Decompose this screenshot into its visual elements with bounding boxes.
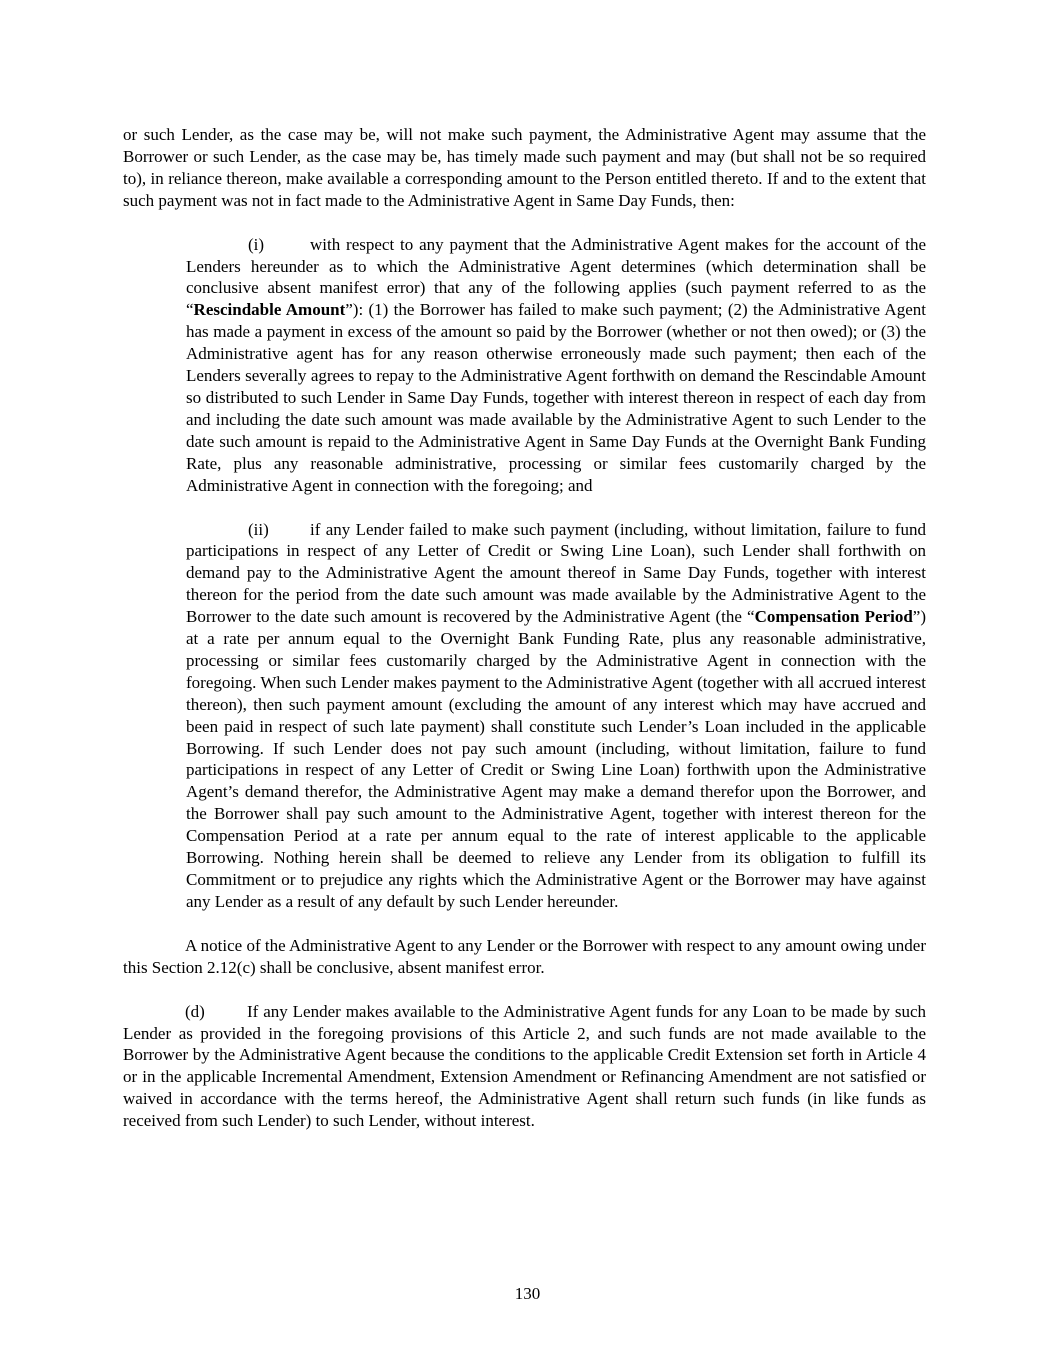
clause-d-number: (d) bbox=[185, 1001, 205, 1021]
clause-d-text: If any Lender makes available to the Administrative Agent funds for any Loan to be made by such Lender as provided in the foregoing provisions of this Article 2, and such funds are not made available to the Borrower by the Administrative Agent because the conditions to the applicable Credit Extension set forth in Article 4 or in the applicable Incremental Amendment, Extension Amendment or Refinancing Amendment are not satisfied or waived in accordance with the terms hereof, the Administrative Agent shall return such funds (in like funds as received from such Lender) to such Lender, without interest. bbox=[123, 1001, 926, 1131]
page-number: 130 bbox=[514, 1284, 541, 1303]
clause-ii-number: (ii) bbox=[248, 519, 269, 539]
clause-i-number: (i) bbox=[248, 234, 265, 254]
notice-paragraph: A notice of the Administrative Agent to any Lender or the Borrower with respect to any amount owing under this Section 2.12(c) shall be conclusive, absent manifest error. bbox=[123, 935, 926, 977]
document-page bbox=[123, 124, 926, 1132]
defined-term-rescindable-amount: Rescindable Amount bbox=[193, 300, 346, 320]
clause-i-text-after: ”): (1) the Borrower has failed to make such payment; (2) the Administrative Agent has made a payment in excess of the amount so paid by the Borrower (whether or not then owed); or (3) the Administrative agent has for any reason otherwise erroneously made such payment; then each of the Lenders severally agrees to repay to the Administrative Agent forthwith on demand the Rescindable Amount so distributed to such Lender in Same Day Funds, together with interest thereon in respect of each day from and including the date such amount was made available by the Administrative Agent to such Lender to the date such amount is repaid to the Administrative Agent in Same Day Funds at the Overnight Bank Funding Rate, plus any reasonable administrative, processing or similar fees customarily charged by the Administrative Agent in connection with the foregoing; and bbox=[186, 300, 926, 495]
clause-d-paragraph bbox=[123, 1001, 926, 1132]
clause-i-text-before: with respect to any payment that the Administrative Agent makes for the account of the Lenders hereunder as to which the Administrative Agent determines (which determination shall be conclusive absent manifest error) that any of the following applies (such payment referred to as the “ bbox=[186, 234, 926, 320]
clause-ii bbox=[186, 519, 926, 913]
intro-paragraph: or such Lender, as the case may be, will not make such payment, the Administrative Agent may assume that the Borrower or such Lender, as the case may be, has timely made such payment and may (but shall not be so required to), in reliance thereon, make available a corresponding amount to the Person entitled thereto. If and to the extent that such payment was not in fact made to the Administrative Agent in Same Day Funds, then: bbox=[123, 125, 926, 210]
clause-ii-text-before: if any Lender failed to make such payment (including, without limitation, failure to fund participations in respect of any Letter of Credit or Swing Line Loan), such Lender shall forthwith on demand pay to the Administrative Agent the amount thereof in Same Day Funds, together with interest thereon for the period from the date such amount was made available by the Administrative Agent to the Borrower to the date such amount is recovered by the Administrative Agent (the “ bbox=[186, 519, 926, 627]
clause-i bbox=[186, 234, 926, 497]
clause-ii-text-after: ”) at a rate per annum equal to the Overnight Bank Funding Rate, plus any reasonable administrative, processing or similar fees customarily charged by the Administrative Agent in connection with the foregoing. When such Lender makes payment to the Administrative Agent (together with all accrued interest thereon), then such payment amount (excluding the amount of any interest which may have accrued and been paid in respect of such late payment) shall constitute such Lender’s Loan included in the applicable Borrowing. If such Lender does not pay such amount (including, without limitation, failure to fund participations in respect of any Letter of Credit or Swing Line Loan) forthwith upon the Administrative Agent’s demand therefor, the Administrative Agent may make a demand therefor upon the Borrower, and the Borrower shall pay such amount to the Administrative Agent, together with interest thereon for the Compensation Period at a rate per annum equal to the rate of interest applicable to the applicable Borrowing. Nothing herein shall be deemed to relieve any Lender from its obligation to fulfill its Commitment or to prejudice any rights which the Administrative Agent or the Borrower may have against any Lender as a result of any default by such Lender hereunder. bbox=[186, 607, 927, 911]
clause-ii-paragraph bbox=[186, 519, 926, 913]
clause-i-paragraph bbox=[186, 234, 926, 497]
defined-term-compensation-period: Compensation Period bbox=[754, 607, 913, 627]
